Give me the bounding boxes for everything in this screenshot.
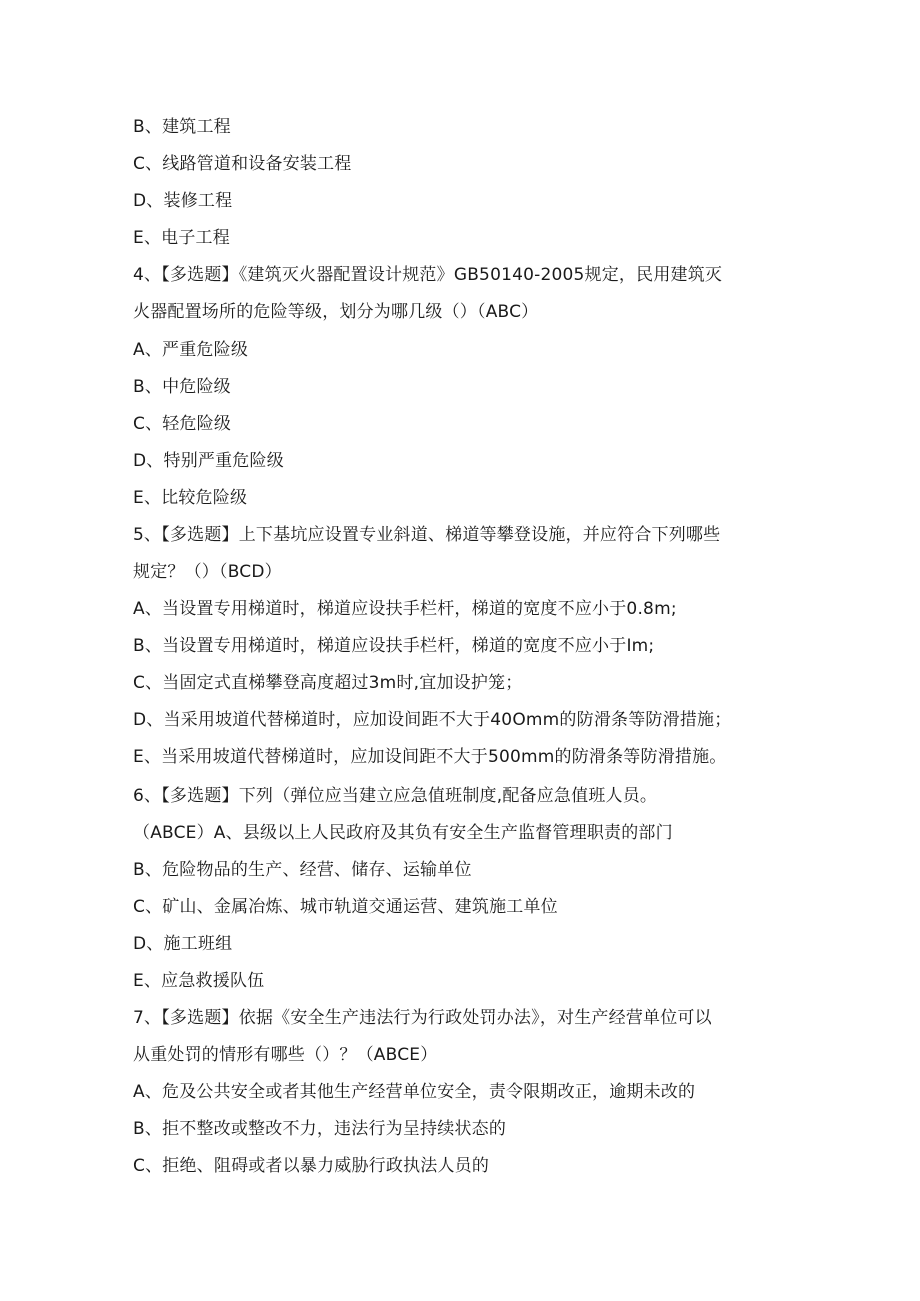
option-line: E、电子工程 bbox=[133, 228, 230, 248]
question-line: 5、【多选题】上下基坑应设置专业斜道、梯道等攀登设施，并应符合下列哪些 bbox=[133, 525, 721, 545]
option-line: C、拒绝、阻碍或者以暴力威胁行政执法人员的 bbox=[133, 1156, 490, 1176]
option-line: D、施工班组 bbox=[133, 934, 233, 954]
option-line: B、危险物品的生产、经营、储存、运输单位 bbox=[133, 860, 472, 880]
question-line: 火器配置场所的危险等级，划分为哪几级（）（ABC） bbox=[133, 302, 539, 322]
option-line: D、特别严重危险级 bbox=[133, 451, 284, 471]
option-line: B、中危险级 bbox=[133, 377, 231, 397]
option-line: D、装修工程 bbox=[133, 191, 233, 211]
question-line: （ABCE）A、县级以上人民政府及其负有安全生产监督管理职责的部门 bbox=[133, 823, 673, 843]
option-line: C、轻危险级 bbox=[133, 414, 232, 434]
option-line: A、严重危险级 bbox=[133, 340, 249, 360]
option-line: A、当设置专用梯道时，梯道应设扶手栏杆，梯道的宽度不应小于0.8m; bbox=[133, 599, 677, 619]
option-line: B、拒不整改或整改不力，违法行为呈持续状态的 bbox=[133, 1119, 507, 1139]
question-line: 4、【多选题】《建筑灭火器配置设计规范》GB50140-2005规定，民用建筑灭 bbox=[133, 265, 723, 285]
question-line: 规定？（）（BCD） bbox=[133, 562, 282, 582]
option-line: B、当设置专用梯道时，梯道应设扶手栏杆，梯道的宽度不应小于Im; bbox=[133, 636, 655, 656]
question-line: 6、【多选题】下列（弹位应当建立应急值班制度,配备应急值班人员。 bbox=[133, 786, 658, 806]
question-line: 从重处罚的情形有哪些（）？（ABCE） bbox=[133, 1045, 438, 1065]
option-line: C、当固定式直梯攀登高度超过3m时,宜加设护笼； bbox=[133, 673, 523, 693]
option-line: E、比较危险级 bbox=[133, 488, 248, 508]
question-line: 7、【多选题】依据《安全生产违法行为行政处罚办法》，对生产经营单位可以 bbox=[133, 1008, 712, 1028]
option-line: A、危及公共安全或者其他生产经营单位安全，责令限期改正，逾期未改的 bbox=[133, 1082, 696, 1102]
option-line: D、当采用坡道代替梯道时，应加设间距不大于40Omm的防滑条等防滑措施； bbox=[133, 710, 732, 730]
option-line: E、当采用坡道代替梯道时，应加设间距不大于500mm的防滑条等防滑措施。 bbox=[133, 747, 727, 767]
option-line: C、线路管道和设备安装工程 bbox=[133, 154, 352, 174]
option-line: E、应急救援队伍 bbox=[133, 971, 265, 991]
option-line: B、建筑工程 bbox=[133, 117, 231, 137]
option-line: C、矿山、金属冶炼、城市轨道交通运营、建筑施工单位 bbox=[133, 897, 558, 917]
